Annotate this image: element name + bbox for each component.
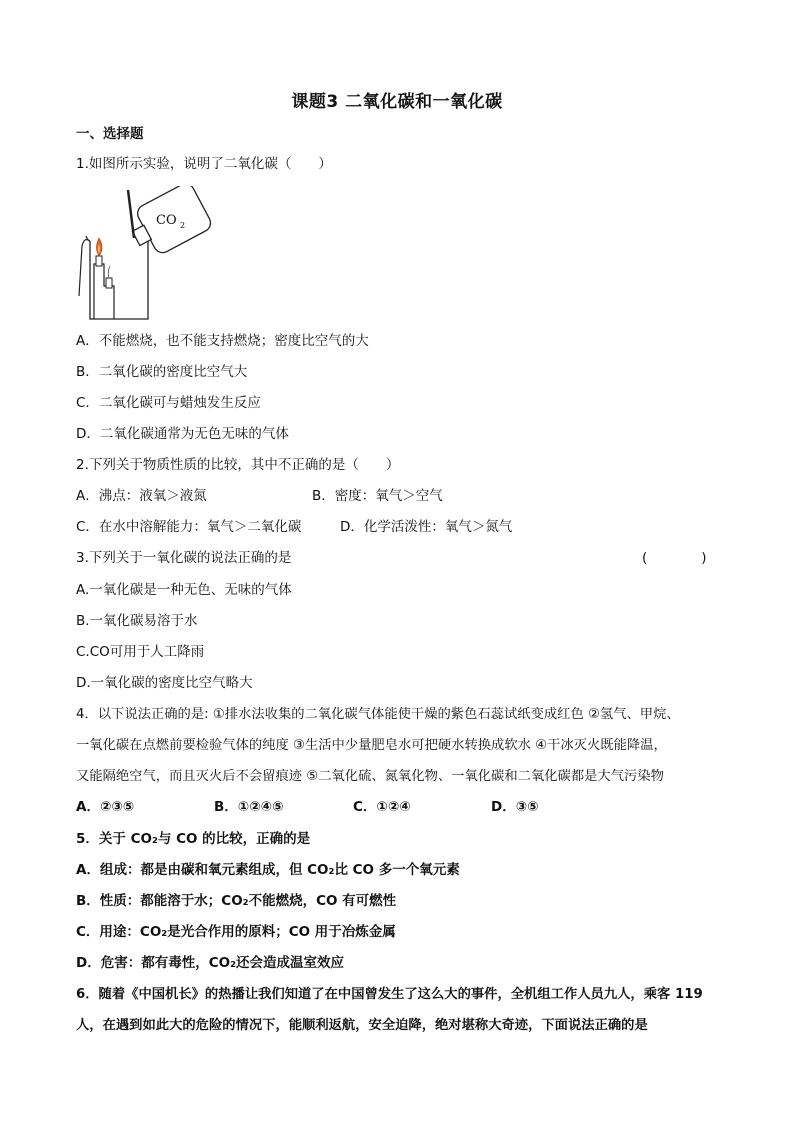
q2-option-d[interactable]: D．化学活泼性：氧气＞氮气 [340, 519, 513, 535]
q5-option-c[interactable]: C．用途：CO₂是光合作用的原料；CO 用于冶炼金属 [76, 924, 396, 940]
q5-option-a[interactable]: A．组成：都是由碳和氧元素组成，但 CO₂比 CO 多一个氧元素 [76, 862, 460, 878]
q1-option-b[interactable]: B．二氧化碳的密度比空气大 [76, 364, 248, 380]
q3-answer-paren: ( ) [642, 550, 707, 566]
q3-option-c[interactable]: C.CO可用于人工降雨 [76, 644, 205, 660]
q4-option-c[interactable]: C．①②④ [353, 799, 411, 815]
question-4-line-2: 一氧化碳在点燃前要检验气体的纯度 ③生活中少量肥皂水可把硬水转换成软水 ④干冰灭火既能降温， [76, 738, 667, 753]
q1-option-a[interactable]: A．不能燃烧，也不能支持燃烧；密度比空气的大 [76, 333, 369, 349]
q5-option-d[interactable]: D．危害：都有毒性，CO₂还会造成温室效应 [76, 955, 345, 971]
q2-option-b[interactable]: B．密度：氧气＞空气 [312, 488, 443, 504]
question-6-line-2: 人，在遇到如此大的危险的情况下，能顺利返航，安全迫降，绝对堪称大奇迹，下面说法正确的是 [76, 1018, 648, 1033]
page-title: 课题3 二氧化碳和一氧化碳 [291, 92, 503, 112]
question-6-line-1: 6．随着《中国机长》的热播让我们知道了在中国曾发生了这么大的事件，全机组工作人员九人，乘客 119 [76, 987, 703, 1002]
q1-option-d[interactable]: D．二氧化碳通常为无色无味的气体 [76, 426, 289, 442]
q2-option-a[interactable]: A．沸点：液氧＞液氮 [76, 488, 207, 504]
candle-lower [106, 278, 112, 288]
section-heading: 一、选择题 [76, 126, 144, 142]
q1-option-c[interactable]: C．二氧化碳可与蜡烛发生反应 [76, 395, 261, 411]
question-4-line-3: 又能隔绝空气，而且灭火后不会留痕迹 ⑤二氧化硫、氮氧化物、一氧化碳和二氧化碳都是大气污染物 [76, 769, 664, 784]
co2-label: CO [156, 213, 177, 228]
q4-option-b[interactable]: B．①②④⑤ [214, 799, 284, 815]
stair-stand [94, 264, 114, 319]
question-4-line-1: 4．以下说法正确的是: ①排水法收集的二氧化碳气体能使干燥的紫色石蕊试纸变成红色 ②氢气、甲烷、 [76, 707, 680, 722]
co2-subscript: 2 [180, 221, 186, 230]
glass-rod [128, 190, 134, 238]
q3-option-a[interactable]: A.一氧化碳是一种无色、无味的气体 [76, 582, 292, 598]
q4-option-a[interactable]: A．②③⑤ [76, 799, 135, 815]
q2-option-c[interactable]: C．在水中溶解能力：氧气＞二氧化碳 [76, 519, 302, 535]
candle-upper [96, 256, 102, 266]
question-2-stem: 2.下列关于物质性质的比较，其中不正确的是（ ） [76, 457, 400, 473]
q4-option-d[interactable]: D．③⑤ [491, 799, 539, 815]
smoke-wisp [108, 266, 110, 278]
question-1-stem: 1.如图所示实验，说明了二氧化碳（ ） [76, 156, 332, 172]
q5-option-b[interactable]: B．性质：都能溶于水；CO₂不能燃烧，CO 有可燃性 [76, 893, 397, 909]
question-3-stem: 3.下列关于一氧化碳的说法正确的是 [76, 550, 292, 566]
q3-option-d[interactable]: D.一氧化碳的密度比空气略大 [76, 675, 253, 691]
co2-experiment-figure [76, 186, 216, 326]
q3-option-b[interactable]: B.一氧化碳易溶于水 [76, 613, 198, 629]
question-5-stem: 5．关于 CO₂与 CO 的比较，正确的是 [76, 831, 311, 847]
